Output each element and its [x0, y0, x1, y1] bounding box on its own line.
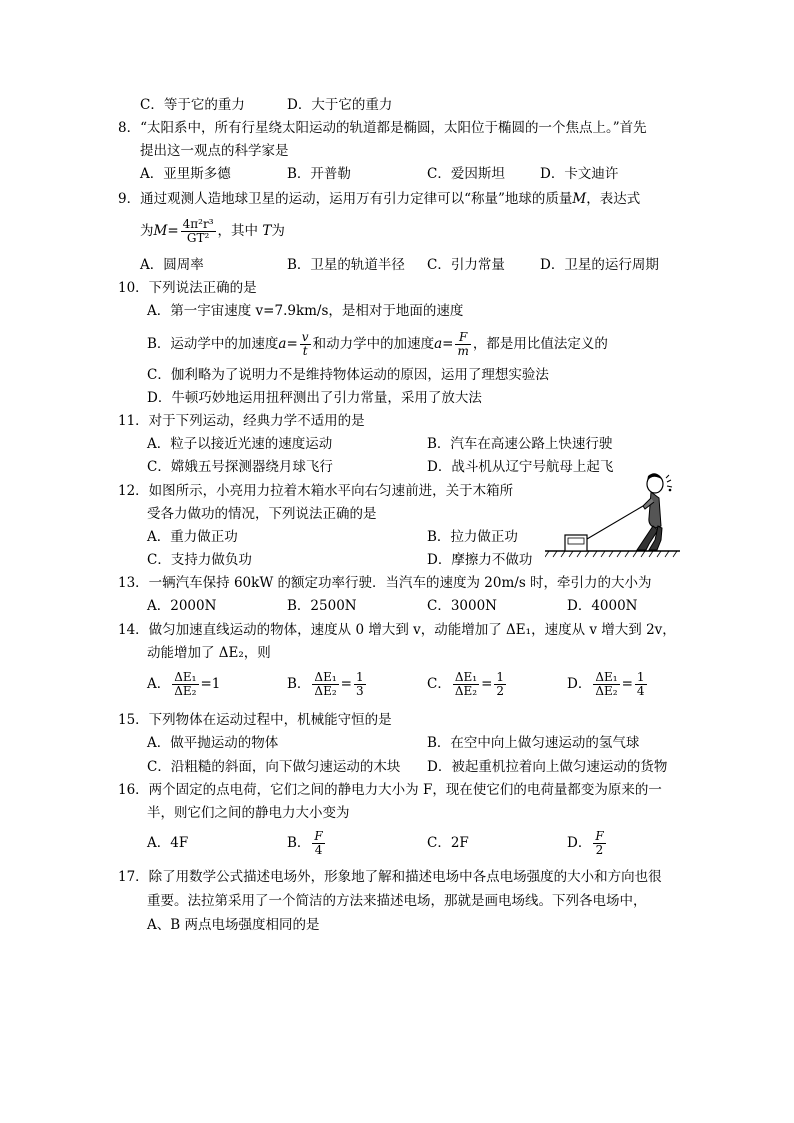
q9-option-a: A．圆周率: [140, 257, 204, 273]
q9-option-b: B．卫星的轨道半径: [287, 257, 405, 273]
q13-option-a: A．2000N: [147, 598, 217, 614]
q14-option-c-label: C．: [427, 676, 451, 692]
q9-stem-end: ，表达式: [586, 191, 641, 207]
q9-stem-line1: [118, 190, 640, 208]
q12-option-b: B．拉力做正功: [427, 529, 518, 545]
q10-option-c: C．伽利略为了说明力不是维持物体运动的原因，运用了理想实验法: [147, 367, 549, 383]
q14-option-c-ratio: [453, 671, 479, 698]
q10-frac2-numerator: F: [455, 331, 470, 345]
q14-option-b-ratio: [312, 671, 338, 698]
q10-option-a: A．第一宇宙速度 v=7.9km/s，是相对于地面的速度: [147, 303, 464, 319]
q9-fraction: [181, 218, 216, 245]
q14-d-ratio-den: ΔE₂: [595, 684, 618, 698]
q14-option-a: [147, 666, 220, 702]
q11-option-c: C．嫦娥五号探测器绕月球飞行: [147, 459, 333, 475]
q9-var-t: T: [262, 223, 272, 239]
q14-option-c-value: $\frac{1}{2}$: [496, 670, 505, 698]
q10-option-b: [147, 327, 608, 361]
q9-expr-suffix: ，其中: [217, 223, 259, 239]
q14-option-d-ratio: [593, 671, 619, 698]
q16-d-den: 2: [595, 843, 604, 857]
q10-frac2-denominator: m: [457, 344, 469, 358]
q17-stem-line2: 重要。法拉第采用了一个简洁的方法来描述电场，那就是画电场线。下列各电场中，: [147, 893, 647, 909]
q16-option-b: [287, 826, 327, 860]
q16-option-a: A．4F: [147, 835, 189, 851]
q7-option-c: C．等于它的重力: [140, 97, 245, 113]
q14-d-ratio-num: ΔE₁: [595, 670, 618, 684]
q16-d-num: F: [595, 829, 604, 843]
q13-option-d: D．4000N: [567, 598, 638, 614]
q15-stem: 15．下列物体在运动过程中，机械能守恒的是: [118, 712, 392, 728]
q9-expr-prefix: 为: [140, 223, 154, 239]
q11-option-a: A．粒子以接近光速的速度运动: [147, 436, 333, 452]
q9-expr-end: 为: [271, 223, 285, 239]
q16-option-d: [567, 826, 608, 860]
q11-option-d: D．战斗机从辽宁号航母上起飞: [427, 459, 614, 475]
q14-option-a-ratio: [172, 671, 198, 698]
q14-option-a-label: A．: [147, 676, 171, 692]
q9-option-c: C．引力常量: [427, 257, 505, 273]
q14-stem-line2: 动能增加了 ΔE₂，则: [147, 645, 271, 661]
q9-stem-text: 9．通过观测人造地球卫星的运动，运用万有引力定律可以“称量”地球的质量: [118, 191, 573, 207]
q8-stem-line2: 提出这一观点的科学家是: [140, 143, 289, 159]
q12-option-a: A．重力做正功: [147, 529, 238, 545]
q16-option-b-fraction: [312, 830, 324, 857]
q14-option-b-label: B．: [287, 676, 311, 692]
q10-frac1-denominator: t: [302, 344, 308, 358]
q12-figure-person-pulling-box: [545, 468, 680, 563]
q16-b-den: 4: [314, 843, 323, 857]
q14-option-a-value: =1: [200, 676, 221, 692]
q14-c-ratio-num: ΔE₁: [454, 670, 478, 684]
q14-option-d: D． $\frac{\text{ΔE₁}}{\text{ΔE₂}}$ = $\frac{1}{4}$: [567, 670, 645, 698]
q9-fraction-denominator: GT²: [186, 231, 210, 245]
q14-option-d-label: D．: [567, 676, 592, 692]
q14-a-ratio-den: ΔE₂: [174, 684, 197, 698]
q10-fraction-f-over-m: [455, 331, 470, 358]
q16-option-b-label: B．: [287, 835, 311, 851]
q14-c-ratio-den: ΔE₂: [454, 684, 478, 698]
q9-expr-lhs: M: [153, 223, 168, 239]
q14-option-b: B． $\frac{\text{ΔE₁}}{\text{ΔE₂}}$ = $\frac{1}{3}$: [287, 670, 364, 698]
q7-option-d: D．大于它的重力: [287, 97, 393, 113]
q14-b-ratio-num: ΔE₁: [314, 670, 337, 684]
q8-option-b: B．开普勒: [287, 166, 351, 182]
q15-option-d: D．被起重机拉着向上做匀速运动的货物: [427, 759, 668, 775]
q8-option-a: A．亚里斯多德: [140, 166, 231, 182]
q9-var-m: M: [572, 191, 587, 207]
q13-option-c: C．3000N: [427, 598, 497, 614]
q8-option-d: D．卡文迪许: [540, 166, 619, 182]
q15-option-c: C．沿粗糙的斜面，向下做匀速运动的木块: [147, 759, 401, 775]
q16-option-d-fraction: [593, 830, 605, 857]
q10-option-b-part2: 和动力学中的加速度: [312, 336, 435, 352]
q16-b-num: F: [314, 829, 323, 843]
q16-stem-line2: 半，则它们之间的静电力大小变为: [147, 805, 350, 821]
q17-stem-line1: 17．除了用数学公式描述电场外，形象地了解和描述电场中各点电场强度的大小和方向也很: [118, 869, 662, 885]
q14-b-ratio-den: ΔE₂: [314, 684, 337, 698]
q14-a-ratio-num: ΔE₁: [174, 670, 197, 684]
q10-option-b-part1: B．运动学中的加速度: [147, 336, 279, 352]
q12-stem-line2: 受各力做功的情况，下列说法正确的是: [147, 506, 377, 522]
q10-fraction-v-over-t: [300, 331, 311, 358]
q15-option-a: A．做平抛运动的物体: [147, 735, 279, 751]
q14-option-b-value: $\frac{1}{3}$: [355, 670, 364, 698]
q9-expression-line: 为M= $\frac{\text{4π²r³}}{\text{GT²}}$ ，其中 T为: [140, 217, 285, 245]
q16-stem-line1: 16．两个固定的点电荷，它们之间的静电力大小为 F，现在使它们的电荷量都变为原来的一: [118, 782, 662, 798]
q13-stem: 13．一辆汽车保持 60kW 的额定功率行驶．当汽车的速度为 20m/s 时，牵引力的大小为: [118, 575, 652, 591]
q12-option-d: D．摩擦力不做功: [427, 552, 533, 568]
q16-option-c: C．2F: [427, 835, 469, 851]
q9-fraction-numerator: 4π²r³: [182, 217, 214, 231]
q17-stem-line3: A、B 两点电场强度相同的是: [147, 917, 320, 933]
q10-frac1-numerator: v: [301, 330, 309, 344]
q10-stem: 10．下列说法正确的是: [118, 280, 257, 296]
q9-option-d: D．卫星的运行周期: [540, 257, 659, 273]
q8-option-c: C．爱因斯坦: [427, 166, 505, 182]
q8-stem-line1: 8．“太阳系中，所有行星绕太阳运动的轨道都是椭圆，太阳位于椭圆的一个焦点上。”首先: [118, 120, 647, 136]
q13-option-b: B．2500N: [287, 598, 357, 614]
q10-frac2-lhs: a=: [434, 336, 454, 352]
q10-frac1-lhs: a=: [278, 336, 298, 352]
q14-option-d-value: $\frac{1}{4}$: [636, 670, 645, 698]
q14-option-c: C． $\frac{\text{ΔE₁}}{\text{ΔE₂}}$ = $\frac{1}{2}$: [427, 670, 505, 698]
q12-stem-line1: 12．如图所示，小亮用力拉着木箱水平向右匀速前进，关于木箱所: [118, 483, 514, 499]
q11-option-b: B．汽车在高速公路上快速行驶: [427, 436, 613, 452]
q10-option-b-part3: ，都是用比值法定义的: [472, 336, 608, 352]
q16-option-d-label: D．: [567, 835, 592, 851]
q10-option-d: D．牛顿巧妙地运用扭秤测出了引力常量，采用了放大法: [147, 390, 482, 406]
q12-option-c: C．支持力做负功: [147, 552, 252, 568]
q11-stem: 11．对于下列运动，经典力学不适用的是: [118, 413, 365, 429]
q14-stem-line1: 14．做匀加速直线运动的物体，速度从 0 增大到 v，动能增加了 ΔE₁，速度从 v 增大到 2v，: [118, 622, 676, 638]
q15-option-b: B．在空中向上做匀速运动的氢气球: [427, 735, 640, 751]
